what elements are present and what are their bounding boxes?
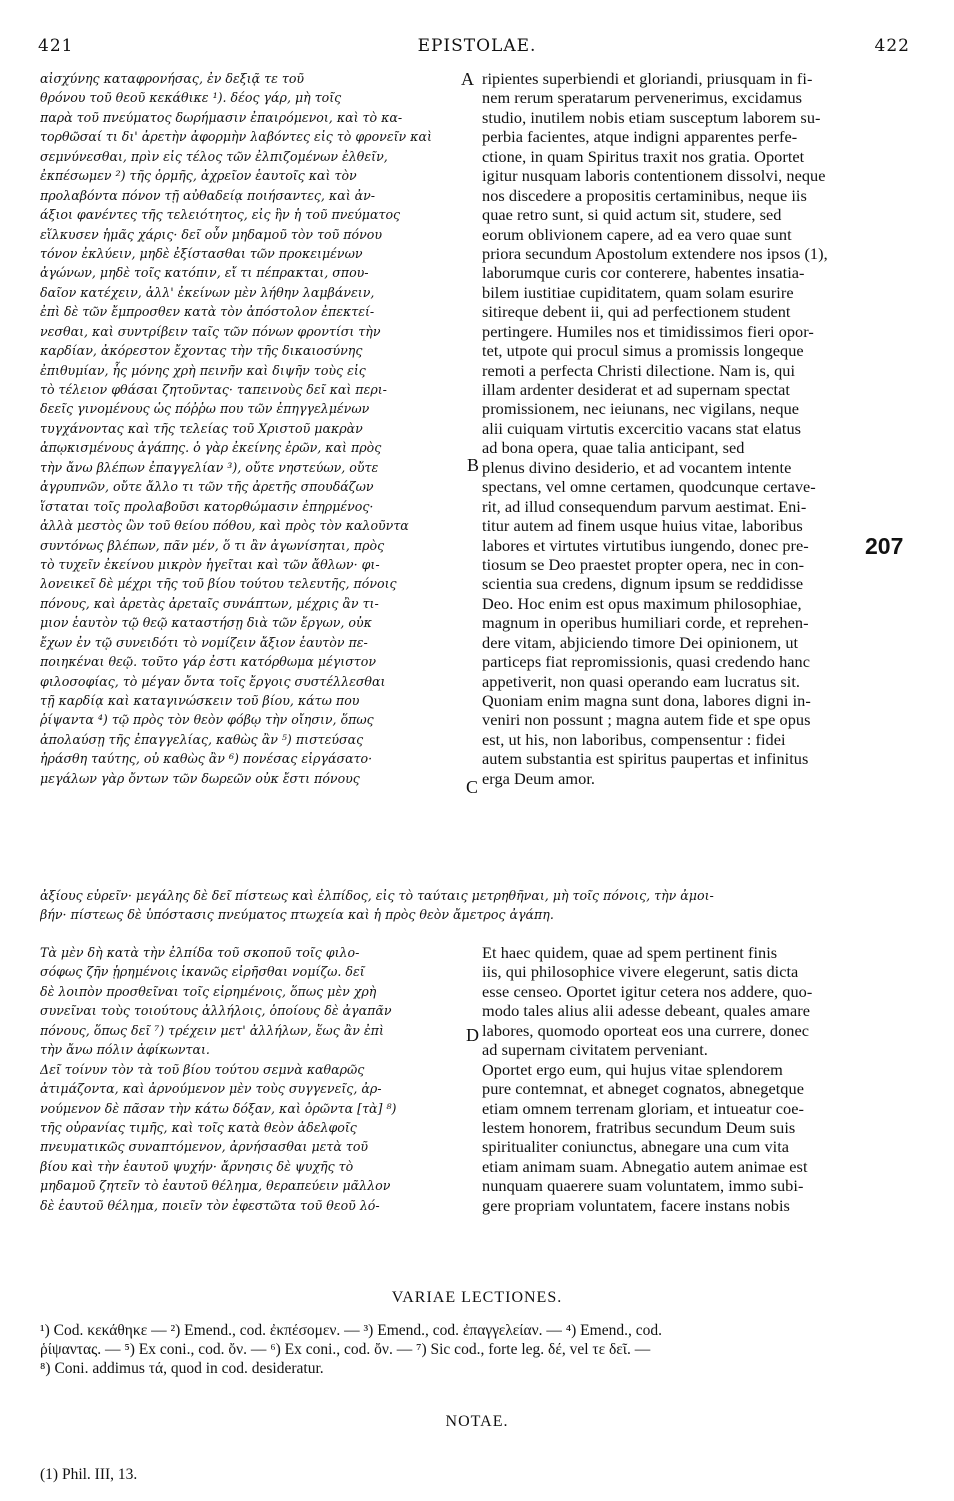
variant-reading-line: ⁸) Coni. addimus τά, quod in cod. desideratur. xyxy=(40,1360,324,1377)
greek-text-line: ποιηκέναι θεῷ. τοῦτο γάρ ἐστι κατόρθωμα μέγιστον xyxy=(40,654,377,670)
greek-text-line: άξιοι φανέντες τῆς τελειότητος, εἰς ἣν ἡ τοῦ πνεύματος xyxy=(40,207,401,223)
greek-text-line: νούμενον δὲ πᾶσαν τὴν κάτω δόξαν, καὶ ὁρῶντα [τὰ] ⁸) xyxy=(40,1100,397,1116)
running-title: EPISTOLAE. xyxy=(417,36,537,56)
variant-reading-line: ¹) Cod. κεκάθηκε — ²) Emend., cod. ἐκπέσομεν. — ³) Emend., cod. ἐπαγγελείαν. — ⁴) Emend., cod. xyxy=(40,1322,662,1339)
latin-text-line: promissionem, nec ieiunans, nec vigilans, neque xyxy=(482,399,800,419)
greek-text-line: συντόνως βλέπων, πᾶν μέν, ὅ τι ἂν ἀγωνίσηται, πρὸς xyxy=(40,537,385,553)
latin-text-line: autem substantia est spiritus paupertas et infinitus xyxy=(482,749,809,769)
greek-text-line: σεμνύνεσθαι, πρὶν εἰς τέλος τῶν ἐλπιζομένων ἐλθεῖν, xyxy=(40,148,388,164)
greek-text-line: τὸ τέλειον φθάσαι ζητοῦντας· ταπεινοὺς δεῖ καὶ περι- xyxy=(40,382,387,397)
latin-text-line: appetiverit, non quasi operando eam lucratus sit. xyxy=(482,671,801,691)
latin-text-line: magnum in operibus humiliari corde, et reprehen- xyxy=(482,613,809,633)
greek-column-bottom xyxy=(40,943,476,1215)
greek-text-line: βίου καὶ τὴν ἑαυτοῦ ψυχήν· ἄρνησις δὲ ψυχῆς τὸ xyxy=(40,1158,354,1174)
latin-text-line: est, ut his, non laboribus, compensentur : fidei xyxy=(482,729,786,749)
latin-text-line: alii cuiquam virtutis excercitio vacans stat elatus xyxy=(482,418,802,438)
latin-text-line: studio, inutilem nobis etiam susceptum laborem su- xyxy=(482,107,821,127)
latin-text-line: eorum oblivionem capere, ad ea vero quae sunt xyxy=(482,224,792,244)
latin-text-line: ad supernam civitatem perveniant. xyxy=(482,1040,708,1060)
greek-text-line: ἠράσθη ταύτης, οὐ καθὼς ἂν ⁶) πονέσας εἰργάσατο· xyxy=(40,751,373,767)
greek-text-line: ἀγώνων, μηδὲ τοῖς κατόπιν, εἴ τι πέπρακται, σπου- xyxy=(40,265,369,281)
greek-text-line: μιον ἑαυτὸν τῷ θεῷ καταστήσῃ διὰ τῶν ἔργων, οὐκ xyxy=(40,615,372,631)
greek-text-line: λονεικεῖ δὲ μέχρι τῆς τοῦ βίου τούτου τελευτῆς, πόνοις xyxy=(40,576,397,592)
greek-text-line: εἵλκυσεν ἡμᾶς χάρις· δεῖ οὖν μηδαμοῦ τὸν τοῦ πόνου xyxy=(40,226,383,242)
greek-text-line: Δεῖ τοίνυν τὸν τὰ τοῦ βίου τούτου σεμνὰ καθαρῶς xyxy=(40,1061,365,1077)
latin-text-line: Quoniam enim magna sunt dona, labores digni in- xyxy=(482,691,811,710)
margin-marker-a: A xyxy=(461,69,474,89)
greek-text-line: τὴν ἄνω πόλιν ἀφίκωνται. xyxy=(40,1042,210,1058)
latin-column-bottom xyxy=(482,943,914,1215)
greek-full-width-lines xyxy=(40,886,920,925)
greek-text-line: μεγάλων γὰρ ὄντων τῶν δωρεῶν οὐκ ἔστι πόνους xyxy=(40,770,360,786)
variae-lectiones-lines xyxy=(40,1321,920,1378)
greek-text-line: ῥίψαντα ⁴) τῷ πρὸς τὸν θεὸν φόβῳ τὴν οἴησιν, ὅπως xyxy=(40,712,374,728)
latin-text-line: quae retro sunt, si quid actum sit, studere, sed xyxy=(482,205,782,225)
right-page-number: 422 xyxy=(874,36,910,56)
latin-text-line: remoti a perfecta Christi dilectione. Nam is, qui xyxy=(482,360,796,380)
latin-text-line: titur autem ad finem usque huius vitae, laboribus xyxy=(482,516,803,536)
greek-text-line: φιλοσοφίας, τὸ μέγαν ὄντα τοῖς ἔργοις συστέλλεσθαι xyxy=(40,673,386,689)
greek-text-line: βήν· πίστεως δὲ ὑπόστασις πνεύματος πτωχεία καὶ ἡ πρὸς θεὸν ἄμετρος ἀγάπη. xyxy=(40,907,554,923)
margin-marker-b: B xyxy=(467,455,480,475)
latin-text-line: gere propriam voluntatem, facere instans nobis xyxy=(482,1195,790,1215)
greek-text-line: δαῖον κατέχειν, ἀλλ' ἐκείνων μὲν λήθην λαμβάνειν, xyxy=(40,284,375,300)
greek-text-line: σόφως ζῆν ᾑρημένοις ἱκανῶς εἰρῆσθαι νομίζω. δεῖ xyxy=(40,964,365,980)
greek-text-line: τὸ τυχεῖν ἐκείνου μικρὸν ἡγεῖται καὶ τῶν ἄθλων· φι- xyxy=(40,556,380,572)
greek-text-line: πόνους, ὅπως δεῖ ⁷) τρέχειν μετ' ἀλλήλων, ἕως ἂν ἐπὶ xyxy=(40,1022,384,1038)
latin-text-line: laborumque curis cor conterere, habentes insatia- xyxy=(482,263,805,283)
greek-text-line: ἀπῳκισμένους ἀγάπης. ὁ γὰρ ἐκείνης ἐρῶν, καὶ πρὸς xyxy=(40,440,382,456)
latin-text-line: scientia sua credens, dignum ipsum se reddidisse xyxy=(482,574,804,594)
greek-text-line: δὲ λοιπὸν προσθεῖναι τοῖς εἰρημένοις, ὅπως μὲν χρὴ xyxy=(40,983,377,999)
latin-text-line: illam ardenter desiderat et ad supernam spectat xyxy=(482,380,790,399)
latin-text-line: nos discedere a propositis certaminibus, neque iis xyxy=(482,185,807,205)
greek-text-line: καρδίαν, ἀκόρεστον ἔχοντας τὴν τῆς δικαιοσύνης xyxy=(40,343,363,359)
latin-text-line: tiosum se Deo praestet propter opera, nec in con- xyxy=(482,554,805,574)
latin-text-line: priora secundum Apostolum extendere nos ipsos (1), xyxy=(482,243,828,263)
greek-text-line: συνεῖναι τοὺς τοιούτους ἀλλήλοις, ὁποίους δὲ ἀγαπᾶν xyxy=(40,1003,392,1019)
latin-text-line: ripientes superbiendi et gloriandi, priusquam in fi- xyxy=(482,69,813,88)
notae-line: (1) Phil. III, 13. xyxy=(40,1466,138,1483)
latin-text-line: etiam animam suam. Abnegatio autem animae est xyxy=(482,1156,808,1176)
variant-reading-line: ῥίψαντας. — ⁵) Ex coni., cod. ὄν. — ⁶) Ex coni., cod. ὄν. — ⁷) Sic cod., forte leg. δέ, vel τε δεῖ. — xyxy=(40,1341,651,1358)
greek-text-line: ἔχων ἐν τῷ συνειδότι τὸ νομίζειν ἄξιον ἑαυτὸν πε- xyxy=(40,634,368,650)
latin-text-line: erga Deum amor. xyxy=(482,768,596,788)
greek-text-line: Τὰ μὲν δὴ κατὰ τὴν ἐλπίδα τοῦ σκοποῦ τοῖς φιλο- xyxy=(40,945,360,960)
latin-text-line: lestem honorem, fratribus secundum Deum suis xyxy=(482,1117,796,1137)
latin-text-line: pertingere. Humiles nos et timidissimos fieri opor- xyxy=(482,321,814,341)
greek-text-line: αἰσχύνης καταφρονήσας, ἐν δεξιᾷ τε τοῦ xyxy=(40,71,305,86)
greek-text-line: δεεῖς γινομένους ὡς πόῤῥω που τῶν ἐπηγγελμένων xyxy=(40,401,370,417)
latin-text-line: pure contemnat, et abneget cognatos, abnegetque xyxy=(482,1079,804,1099)
greek-text-line: τυγχάνοντας καὶ τῆς τελείας τοῦ Χριστοῦ μακρὰν xyxy=(40,420,363,436)
greek-text-line: ἐπὶ δὲ τῶν ἔμπροσθεν κατὰ τὸν ἀπόστολον ἐπεκτεί- xyxy=(40,304,375,320)
latin-text-line: nem rerum speratarum pervenerimus, excidamus xyxy=(482,88,803,108)
greek-text-line: νεσθαι, καὶ συντρίβειν ταῖς τῶν πόνων φροντίσι τὴν xyxy=(40,323,381,339)
latin-text-line: dere vitam, abjiciendo timore Dei opinionem, ut xyxy=(482,632,799,652)
page-header xyxy=(0,36,954,60)
variae-lectiones-title: VARIAE LECTIONES. xyxy=(391,1289,563,1306)
greek-text-line: μηδαμοῦ ζητεῖν τὸ ἑαυτοῦ θέλημα, θεραπεύειν μᾶλλον xyxy=(40,1178,391,1194)
latin-column-top xyxy=(482,69,914,788)
latin-text-line: perbia facientes, atque indigni apparentes perfe- xyxy=(482,127,798,147)
latin-text-line: veniri non possunt ; magna autem fide et spe opus xyxy=(482,710,811,730)
latin-text-line: labores, quomodo oporteat eos una currere, donec xyxy=(482,1020,809,1040)
latin-text-line: sitireque debent ii, qui ad perfectionem student xyxy=(482,302,791,322)
latin-text-line: spiritualiter coniunctus, abnegare una cum vita xyxy=(482,1137,790,1157)
greek-text-line: ἀγρυπνῶν, οὔτε ἄλλο τι τῶν τῆς ἀρετῆς σπουδάζων xyxy=(40,479,374,495)
latin-text-line: iis, qui philosophice vivere elegerunt, satis dicta xyxy=(482,962,799,982)
latin-text-line: spectans, vel omne certamen, quodcunque certave- xyxy=(482,477,816,497)
greek-text-line: δὲ ἑαυτοῦ θέλημα, ποιεῖν τὸν ἐφεστῶτα τοῦ θεοῦ λό- xyxy=(40,1197,380,1213)
greek-text-line: ἀπολαύσῃ τῆς ἐπαγγελίας, καθὼς ἂν ⁵) πιστεύσας xyxy=(40,731,364,747)
margin-marker-c: C xyxy=(466,777,479,797)
greek-text-line: τορθῶσαί τι δι' ἀρετὴν ἀφορμὴν λαβόντες εἰς τὸ φρονεῖν καὶ xyxy=(40,129,432,145)
greek-text-line: πόνους, καὶ ἀρετὰς ἀρεταῖς συνάπτων, μέχρις ἂν τι- xyxy=(40,595,379,611)
edition-page-number: 207 xyxy=(865,533,904,559)
latin-text-line: tet, utpote qui procul simus a promissis longeque xyxy=(482,341,804,361)
latin-text-line: ctione, in quam Spiritus traxit nos gratia. Oportet xyxy=(482,146,805,166)
latin-text-line: particeps fiat repromissionis, quasi credendo hanc xyxy=(482,652,811,672)
greek-column-top xyxy=(40,69,476,788)
latin-text-line: ad bona opera, quae talia anticipant, sed xyxy=(482,438,745,458)
latin-text-line: modo tales alius alii adesse debeant, quales amare xyxy=(482,1001,811,1021)
latin-text-line: etiam omnem terrenam gloriam, et intueatur coe- xyxy=(482,1098,804,1118)
latin-text-line: esse censeo. Oportet igitur cetera nos addere, quo- xyxy=(482,981,813,1001)
greek-text-line: τὴν ἄνω βλέπων ἐπαγγελίαν ³), οὔτε νηστεύων, οὔτε xyxy=(40,459,379,475)
latin-text-line: nunquam quaerere suam voluntatem, immo subi- xyxy=(482,1176,804,1196)
greek-text-line: ἐκπέσωμεν ²) τῆς ὁρμῆς, ἀχρεῖον ἑαυτοῖς καὶ τὸν xyxy=(40,168,357,184)
latin-text-line: bilem iustitiae cupiditatem, quam solam esurire xyxy=(482,282,794,302)
greek-text-line: προλαβόντα πόνον τῇ αὐθαδείᾳ ποιήσαντες, καὶ ἀν- xyxy=(40,187,376,203)
latin-text-line: igitur nusquam laboris contentionem dissolvi, neque xyxy=(482,166,826,186)
margin-marker-d: D xyxy=(466,1025,479,1045)
greek-text-line: θρόνου τοῦ θεοῦ κεκάθικε ¹). δέος γάρ, μὴ τοῖς xyxy=(40,90,342,106)
greek-text-line: παρὰ τοῦ πνεύματος δωρήμασιν ἐπαιρόμενοι, καὶ τὸ κα- xyxy=(40,109,403,125)
greek-text-line: τόνον ἐκλύειν, μηδὲ ἐξίστασθαι τῶν προκειμένων xyxy=(40,245,363,261)
greek-text-line: τῆς οὐρανίας τιμῆς, καὶ τοῖς κατὰ θεὸν ἀδελφοῖς xyxy=(40,1119,357,1135)
greek-text-line: ἐπιθυμίαν, ἧς μόνης χρὴ πεινῆν καὶ διψῆν τοὺς εἰς xyxy=(40,362,366,378)
latin-text-line: Deo. Hoc enim est opus maximum philosophiae, xyxy=(482,593,802,613)
latin-text-line: Et haec quidem, quae ad spem pertinent finis xyxy=(482,943,778,962)
greek-text-line: τῇ καρδίᾳ καὶ καταγινώσκειν τοῦ βίου, κάτω που xyxy=(40,693,360,708)
latin-text-line: rit, ad illud consequendum parvum aestimat. Eni- xyxy=(482,496,807,516)
greek-text-line: ἀλλὰ μεστὸς ὢν τοῦ θείου πόθου, καὶ πρὸς τὸν καλοῦντα xyxy=(40,518,409,534)
greek-text-line: πνευματικῶς συναπτόμενον, ἀρνήσασθαι μετὰ τοῦ xyxy=(40,1139,369,1155)
greek-text-line: ἀτιμάζοντα, καὶ ἀρνούμενον μὲν τοὺς συγγενεῖς, ἀρ- xyxy=(40,1081,382,1097)
notae-title: NOTAE. xyxy=(445,1413,509,1430)
greek-text-line: ἀξίους εὑρεῖν· μεγάλης δὲ δεῖ πίστεως καὶ ἐλπίδος, εἰς τὸ ταύταις μετρηθῆναι, μὴ τοῖς πόνοις, τὴν ἀμοι- xyxy=(40,888,714,903)
latin-text-line: plenus divino desiderio, et ad vocantem intente xyxy=(482,457,792,477)
left-page-number: 421 xyxy=(38,36,74,56)
greek-text-line: ἵσταται τοῖς προλαβοῦσι κατορθώμασιν ἐπηρμένος· xyxy=(40,498,374,514)
latin-text-line: labores et virtutes virtutibus iungendo, donec pre- xyxy=(482,535,809,555)
latin-text-line: Oportet ergo eum, qui hujus vitae splendorem xyxy=(482,1059,783,1079)
